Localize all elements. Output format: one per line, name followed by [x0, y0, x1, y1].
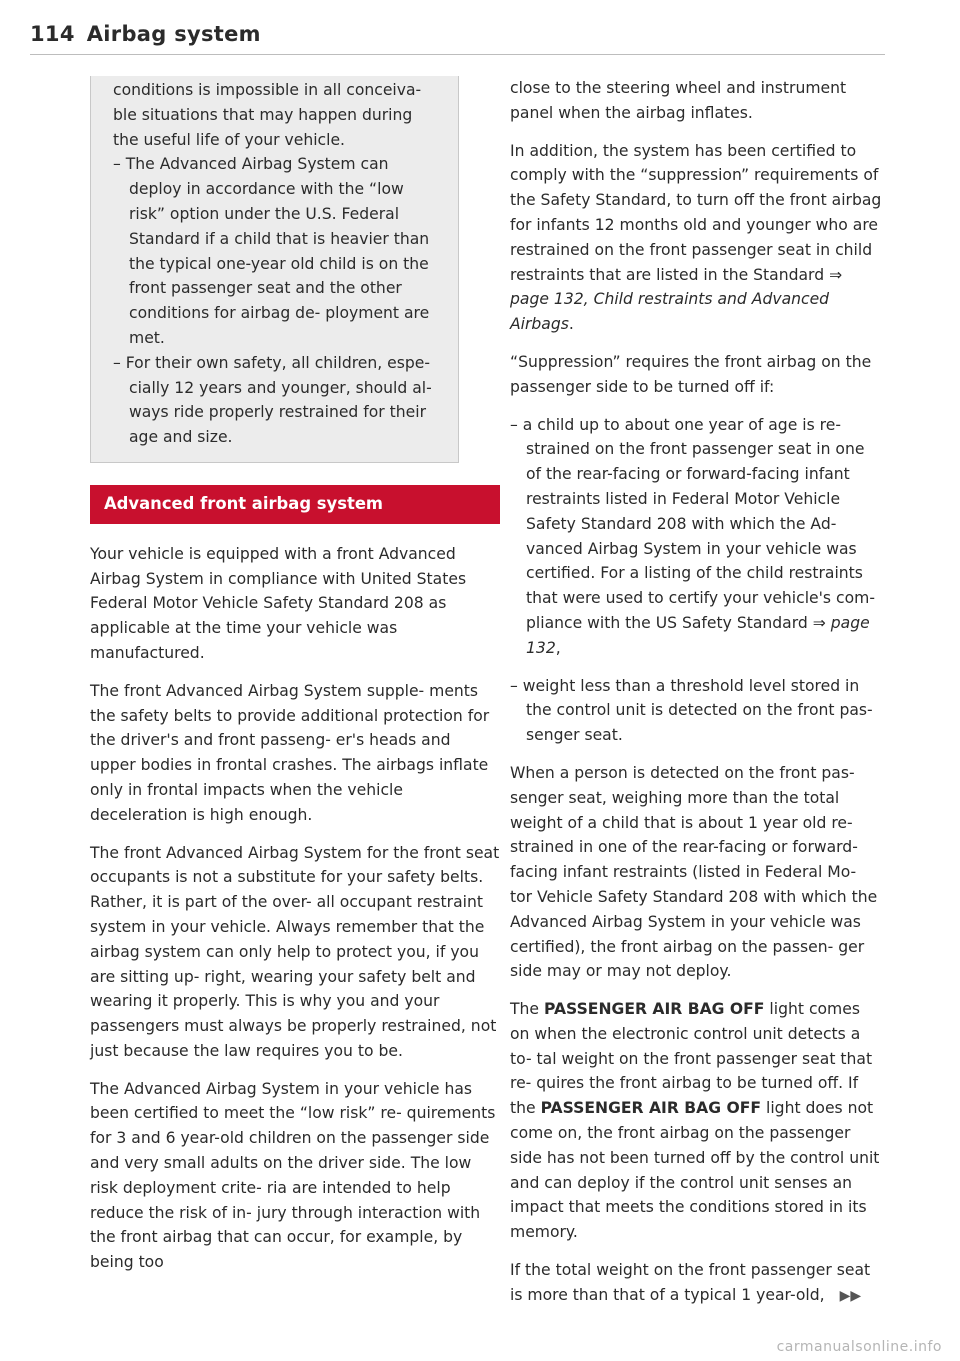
continue-arrow-icon: ▶▶: [839, 1287, 862, 1304]
indicator-label: PASSENGER AIR BAG OFF: [543, 1000, 765, 1019]
paragraph-text: In addition, the system has been certified to comply with the “suppression” requirements of the Safety Standard, to turn off the front airbag for infants 12 months old and younger who are restrained on the front passenger seat in child restraints that are listed in the Standard: [510, 141, 882, 284]
left-body: [90, 542, 500, 1275]
punctuation: .: [568, 315, 574, 334]
section-title: Airbag system: [86, 22, 261, 46]
page-reference-link[interactable]: ⇒ page 132: [526, 613, 870, 657]
note-bullet: – For their own safety, all children, espe- cially 12 years and younger, should al- ways ride properly restrained for their age and size.: [113, 353, 432, 447]
paragraph: [510, 1258, 882, 1309]
paragraph: When a person is detected on the front pas- senger seat, weighing more than the total weight of a child that is about 1 year old re- strained in one of the rear-facing or forward- facing infant restraints (listed in Federal Mo- tor Vehicle Safety Standard 208 with which the Advanced Airbag System in your vehicle was certified), the front airbag on the passen- ger side may or may not deploy.: [510, 763, 878, 981]
paragraph-text: The: [510, 1000, 540, 1019]
indicator-label: PASSENGER AIR BAG OFF: [540, 1099, 762, 1118]
paragraph-text: light comes on when the electronic control unit detects a to- tal weight on the front passenger seat that re- quires the front airbag to be turned off. If the: [510, 1000, 873, 1118]
paragraph-text: light does not come on, the front airbag on the passenger side has not been turned off by the control unit and can deploy if the control unit senses an impact that meets the conditions stored in its memory.: [510, 1099, 880, 1242]
paragraph: “Suppression” requires the front airbag on the passenger side to be turned off if:: [510, 352, 872, 396]
paragraph: [510, 997, 882, 1245]
header-divider: [30, 54, 885, 55]
punctuation: ,: [555, 638, 561, 657]
paragraph: Your vehicle is equipped with a front Advanced Airbag System in compliance with United States Federal Motor Vehicle Safety Standard 208 as applicable at the time your vehicle was manufactured.: [90, 544, 467, 662]
note-bullet: – The Advanced Airbag System can deploy in accordance with the “low risk” option under the U.S. Federal Standard if a child that is heavier than the typical one-year old child is on the front passenger seat and the other conditions for airbag de- ployment are met.: [113, 155, 430, 347]
paragraph: The front Advanced Airbag System for the front seat occupants is not a substitute for your safety belts. Rather, it is part of the over- all occupant restraint system in your vehicle. Always remember that the airbag system can only help to protect you, if you are sitting up- right, wearing your safety belt and wearing it properly. This is why you and your passengers must always be properly restrained, not just because the law requires you to be.: [90, 843, 500, 1060]
section-heading: Advanced front airbag system: [90, 485, 500, 524]
list-item: – weight less than a threshold level stored in the control unit is detected on the front pas- senger seat.: [510, 676, 873, 745]
page-number: 114: [30, 22, 75, 46]
watermark: carmanualsonline.info: [776, 1339, 942, 1355]
note-box: [90, 76, 459, 463]
right-column: [510, 76, 882, 1322]
page-reference-link[interactable]: ⇒ page 132, Child restraints and Advanced Airbags: [510, 265, 843, 334]
paragraph: The front Advanced Airbag System supple- ments the safety belts to provide additional protection for the driver's and front passeng- er's heads and upper bodies in frontal crashes. The airbags inflate only in frontal impacts when the vehicle deceleration is high enough.: [90, 681, 490, 824]
note-continuation: conditions is impossible in all conceiva- ble situations that may happen during the useful life of your vehicle.: [113, 81, 422, 149]
paragraph: [510, 139, 882, 337]
left-column: [30, 76, 500, 1288]
list-item: [510, 413, 882, 661]
list-item-text: – a child up to about one year of age is re- strained on the front passenger seat in one of the rear-facing or forward-facing infant restraints listed in Federal Motor Vehicle Safety Standard 208 with which the Ad- vanced Airbag System in your vehicle was certified. For a listing of the child restraints that were used to certify your vehicle's com- pliance with the US Safety Standard: [510, 415, 875, 632]
page-header: [30, 22, 885, 46]
paragraph-text: If the total weight on the front passenger seat is more than that of a typical 1 year-old,: [510, 1261, 871, 1304]
paragraph: close to the steering wheel and instrument panel when the airbag inflates.: [510, 79, 847, 122]
paragraph: The Advanced Airbag System in your vehicle has been certified to meet the “low risk” re- quirements for 3 and 6 year-old children on the passenger side and very small adults on the driver side. The low risk deployment crite- ria are intended to help reduce the risk of in- jury through interaction with the front airbag that can occur, for example, by being too: [90, 1079, 496, 1272]
